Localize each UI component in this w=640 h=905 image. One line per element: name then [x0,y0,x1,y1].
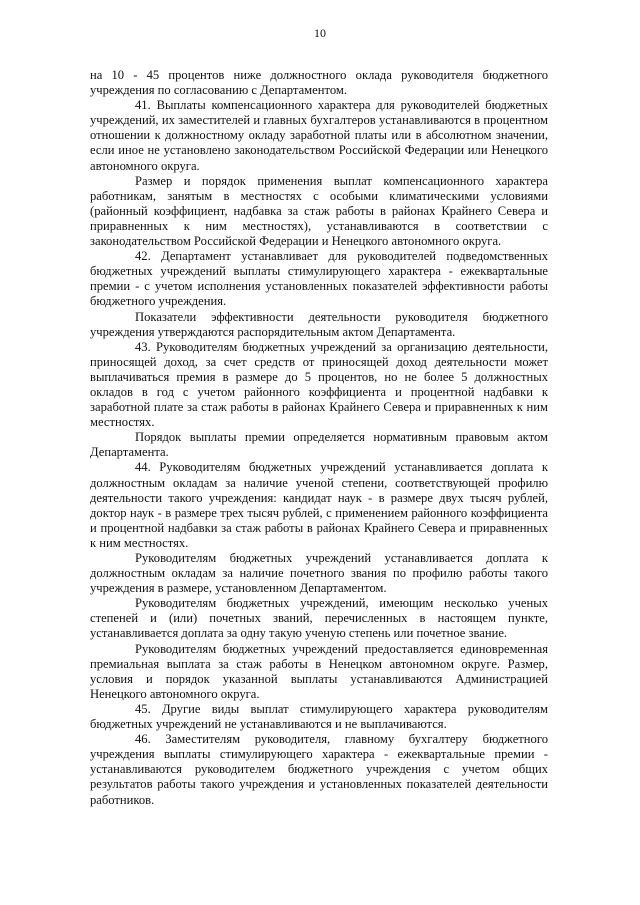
paragraph-43-procedure: Порядок выплаты премии определяется нормативным правовым актом Департамента. [90,430,548,460]
paragraph-44-honorary-title: Руководителям бюджетных учреждений устанавливается доплата к должностным окладам за наличие почетного звания по профилю работы такого учреждения в размере, установленном Департаментом. [90,551,548,596]
paragraph-44: 44. Руководителям бюджетных учреждений устанавливается доплата к должностным окладам за наличие ученой степени, соответствующей профилю деятельности такого учреждения: кандидат наук - в размере двух тысяч рублей, доктор наук - в размере трех тысяч рублей, с применением районного коэффициента и процентной надбавки за стаж работы в районах Крайнего Севера и приравненных к ним местностях. [90,460,548,550]
page-number: 10 [314,26,326,40]
paragraph-43: 43. Руководителям бюджетных учреждений за организацию деятельности, приносящей доход, за счет средств от приносящей доход деятельности может выплачиваться премия в размере до 5 процентов, но не более 5 должностных окладов в год с учетом районного коэффициента и процентной надбавки к заработной плате за стаж работы в районах Крайнего Севера и приравненных к ним местностях. [90,339,548,430]
paragraph-41-compensation-size: Размер и порядок применения выплат компенсационного характера работникам, занятым в местностях с особыми климатическими условиями (районный коэффициент, надбавка за стаж работы в районах Крайнего Севера и приравненных к ним местностях), устанавливаются в соответствии с законодательством Российской Федерации и Ненецкого автономного округа. [90,173,548,249]
document-body [90,68,548,808]
paragraph-45: 45. Другие виды выплат стимулирующего характера руководителям бюджетных учреждений не устанавливаются и не выплачиваются. [90,701,548,732]
paragraph-42-indicators: Показатели эффективности деятельности руководителя бюджетного учреждения утверждаются распорядительным актом Департамента. [90,309,548,339]
paragraph-continuation: на 10 - 45 процентов ниже должностного оклада руководителя бюджетного учреждения по согласованию с Департаментом. [90,68,548,98]
paragraph-44-lump-sum: Руководителям бюджетных учреждений предоставляется единовременная премиальная выплата за стаж работы в Ненецком автономном округе. Размер, условия и порядок указанной выплаты устанавливаются Администрацией Ненецкого автономного округа. [90,641,548,701]
paragraph-41: 41. Выплаты компенсационного характера для руководителей бюджетных учреждений, их заместителей и главных бухгалтеров устанавливаются в процентном отношении к должностному окладу заработной платы или в абсолютном значении, если иное не установлено законодательством Российской Федерации или Ненецкого автономного округа. [90,98,548,173]
paragraph-46: 46. Заместителям руководителя, главному бухгалтеру бюджетного учреждения выплаты стимулирующего характера - ежеквартальные премии - устанавливаются руководителем бюджетного учреждения с учетом общих результатов работы такого учреждения и установленных показателей деятельности работников. [90,732,548,807]
paragraph-42: 42. Департамент устанавливает для руководителей подведомственных бюджетных учреждений выплаты стимулирующего характера - ежеквартальные премии - с учетом исполнения установленных показателей эффективности работы бюджетного учреждения. [90,249,548,309]
paragraph-44-multiple-degrees: Руководителям бюджетных учреждений, имеющим несколько ученых степеней и (или) почетных званий, перечисленных в настоящем пункте, устанавливается доплата за одну такую ученую степень или почетное звание. [90,596,548,641]
